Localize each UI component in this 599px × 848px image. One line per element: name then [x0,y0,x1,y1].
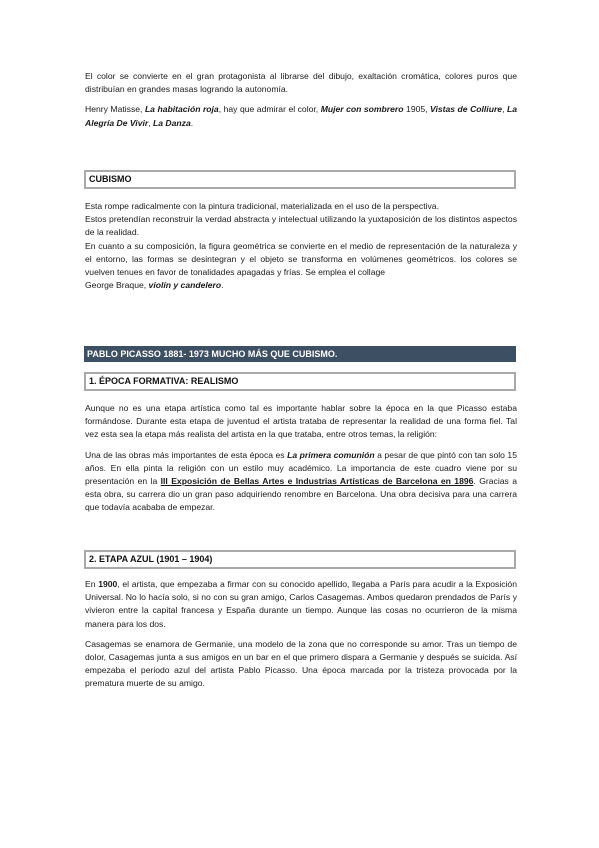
exposicion-link[interactable]: III Exposición de Bellas Artes e Industrias Artísticas de Barcelona en 1896 [160,476,474,487]
braque-line: George Braque, violín y candelero. [85,280,224,291]
realismo-section [85,402,517,515]
cubismo-heading: CUBISMO [84,170,516,189]
realismo-paragraph-2: Una de las obras más importantes de esta época es La primera comunión a pesar de que pintó con tan solo 15 años. En ella pinta la religión con un estilo muy académico. La importancia de este cuadro viene por su presentación en la III Exposición de Bellas Artes e Industrias Artísticas de Barcelona en 1896. Gracias a esta obra, su carrera dio un gran paso adquiriendo renombre en Barcelona. Una obra decisiva para una carrera que todavía acababa de empezar. [85,449,517,513]
azul-heading: 2. ETAPA AZUL (1901 – 1904) [84,550,516,569]
matisse-paragraph: Henry Matisse, La habitación roja, hay que admirar el color, Mujer con sombrero 1905, Vistas de Colliure, La Alegría De Vivir, La Danza. [85,104,517,128]
azul-paragraph-1: En 1900, el artista, que empezaba a firmar con su conocido apellido, llegaba a París para acudir a la Exposición Universal. No lo hacía solo, si no con su gran amigo, Carlos Casagemas. Ambos quedaron prendados de París y vivieron entre la capital francesa y España durante un tiempo. Aunque las cosas no ocurrieron de la misma manera para los dos. [85,579,517,629]
cubismo-line-2: Estos pretendían reconstruir la verdad abstracta y intelectual utilizando la yuxtaposición de los distintos aspectos de la realidad. [85,214,517,238]
realismo-heading: 1. ÉPOCA FORMATIVA: REALISMO [84,372,516,391]
azul-section [85,578,517,691]
intro-paragraph: El color se convierte en el gran protagonista al librarse del dibujo, exaltación cromática, colores puros que distribuían en grandes masas logrando la autonomía. [85,71,517,95]
realismo-paragraph-1: Aunque no es una etapa artística como tal es importante hablar sobre la época en la que Picasso estaba formándose. Durante esta etapa de juventud el artista trataba de representar la realidad de una forma fiel. Tal vez esta sea la etapa más realista del artista en la que trataba, entre otros temas, la religión: [85,403,517,440]
cubismo-section [85,200,517,292]
intro-section [85,70,517,130]
cubismo-line-1: Esta rompe radicalmente con la pintura tradicional, materializada en el uso de la perspectiva. [85,201,439,211]
picasso-banner: PABLO PICASSO 1881- 1973 MUCHO MÁS QUE CUBISMO. [84,346,516,362]
cubismo-line-3: En cuanto a su composición, la figura geométrica se convierte en el medio de representación de la naturaleza y el entorno, las formas se desintegran y el objeto se transforma en volúmenes geométricos. los colores se vuelven tenues en favor de tonalidades apagadas y frías. Se emplea el collage [85,240,517,278]
azul-paragraph-2: Casagemas se enamora de Germanie, una modelo de la zona que no corresponde su amor. Tras un tiempo de dolor, Casagemas junta a sus amigos en un bar en el que primero dispara a Germanie y después se suicida. Así empezaba el periodo azul del artista Pablo Picasso. Una época marcada por la tristeza provocada por la prematura muerte de su amigo. [85,638,517,689]
